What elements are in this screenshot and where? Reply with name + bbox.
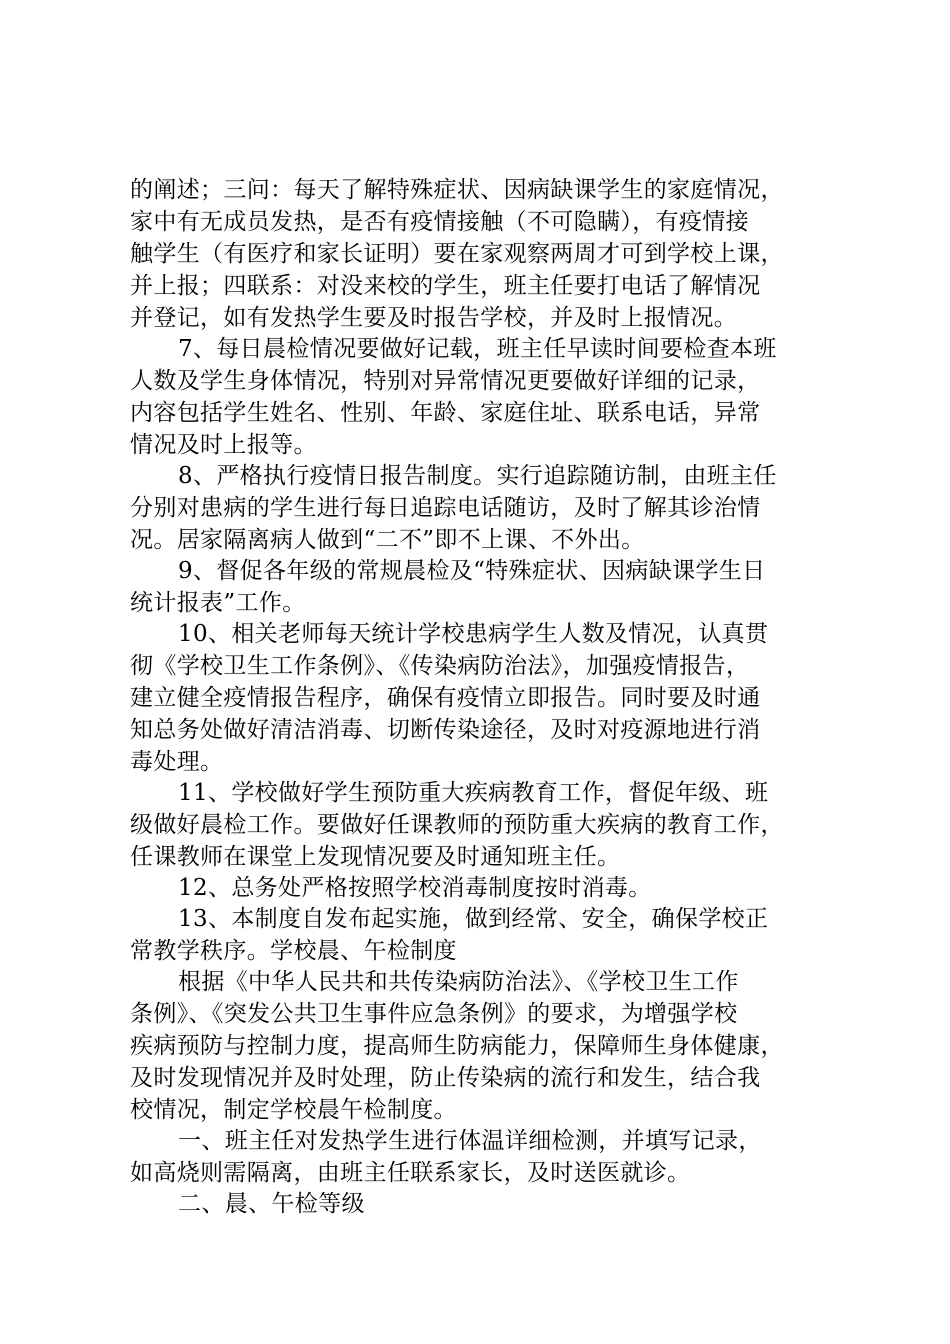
text-line: 条例》、《突发公共卫生事件应急条例》的要求，为增强学校 — [130, 1001, 738, 1027]
text-line: 13、本制度自发布起实施，做到经常、安全，确保学校正 — [178, 906, 769, 932]
text-line: 级做好晨检工作。要做好任课教师的预防重大疾病的教育工作， — [130, 812, 784, 838]
text-line: 7、每日晨检情况要做好记载，班主任早读时间要检查本班 — [178, 336, 777, 362]
text-line: 10、相关老师每天统计学校患病学生人数及情况，认真贯 — [178, 621, 769, 647]
text-line: 统计报表”工作。 — [130, 590, 306, 616]
text-line: 疾病预防与控制力度，提高师生防病能力，保障师生身体健康， — [130, 1033, 784, 1059]
text-line: 根据《中华人民共和共传染病防治法》、《学校卫生工作 — [178, 969, 739, 995]
text-line: 情况及时上报等。 — [130, 432, 317, 458]
text-line: 及时发现情况并及时处理，防止传染病的流行和发生，结合我 — [130, 1065, 761, 1091]
text-line: 8、严格执行疫情日报告制度。实行追踪随访制，由班主任 — [178, 463, 777, 489]
text-line: 触学生（有医疗和家长证明）要在家观察两周才可到学校上课， — [130, 241, 784, 267]
text-line: 分别对患病的学生进行每日追踪电话随访，及时了解其诊治情 — [130, 495, 761, 521]
text-line: 校情况，制定学校晨午检制度。 — [130, 1097, 457, 1123]
text-line: 二、晨、午检等级 — [178, 1191, 365, 1217]
text-line: 常教学秩序。学校晨、午检制度 — [130, 938, 457, 964]
text-line: 家中有无成员发热，是否有疫情接触（不可隐瞒），有疫情接 — [130, 209, 749, 235]
text-line: 任课教师在课堂上发现情况要及时通知班主任。 — [130, 844, 621, 870]
text-line: 11、学校做好学生预防重大疾病教育工作，督促年级、班 — [178, 780, 769, 806]
text-line: 并上报；四联系：对没来校的学生，班主任要打电话了解情况 — [130, 273, 761, 299]
text-line: 内容包括学生姓名、性别、年龄、家庭住址、联系电话，异常 — [130, 400, 761, 426]
text-line: 并登记，如有发热学生要及时报告学校，并及时上报情况。 — [130, 305, 738, 331]
text-line: 如高烧则需隔离，由班主任联系家长，及时送医就诊。 — [130, 1160, 691, 1186]
text-line: 毒处理。 — [130, 749, 224, 775]
text-line: 9、督促各年级的常规晨检及“特殊症状、因病缺课学生日 — [178, 558, 766, 584]
text-line: 彻《学校卫生工作条例》、《传染病防治法》，加强疫情报告， — [130, 653, 750, 679]
text-line: 况。居家隔离病人做到“二不”即不上课、不外出。 — [130, 527, 645, 553]
text-line: 建立健全疫情报告程序，确保有疫情立即报告。同时要及时通 — [130, 685, 761, 711]
text-line: 的阐述；三问：每天了解特殊症状、因病缺课学生的家庭情况， — [130, 177, 784, 203]
text-line: 人数及学生身体情况，特别对异常情况更要做好详细的记录， — [130, 368, 761, 394]
text-line: 一、班主任对发热学生进行体温详细检测，并填写记录， — [178, 1128, 762, 1154]
text-line: 知总务处做好清洁消毒、切断传染途径，及时对疫源地进行消 — [130, 717, 761, 743]
text-line: 12、总务处严格按照学校消毒制度按时消毒。 — [178, 875, 652, 901]
